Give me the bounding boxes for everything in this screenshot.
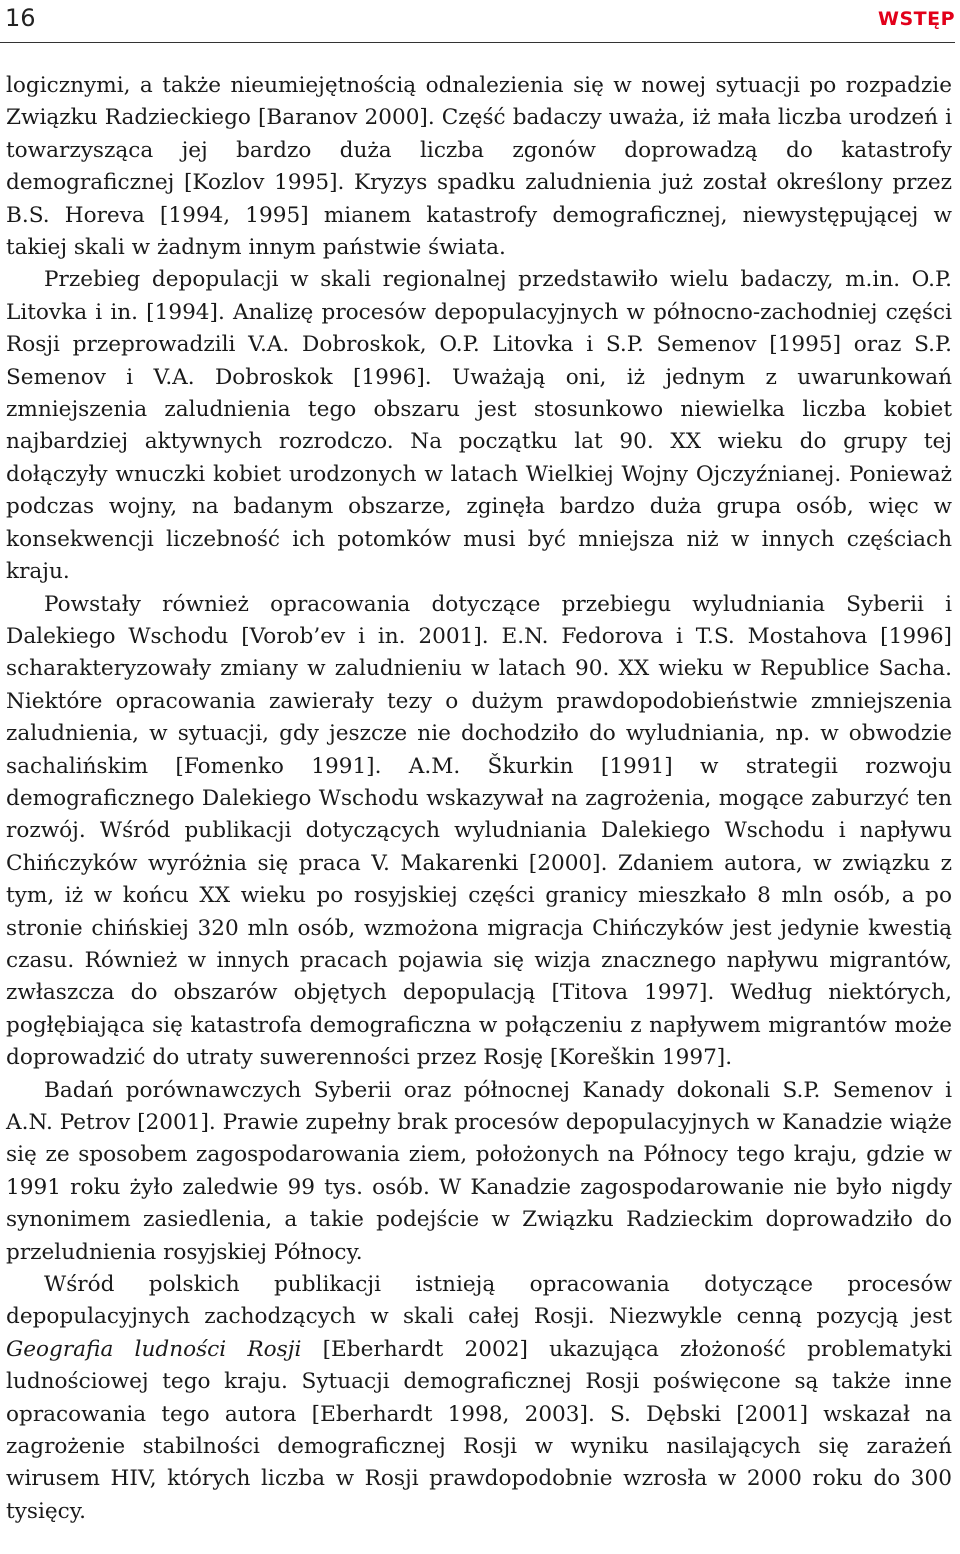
page-number: 16	[5, 4, 36, 32]
paragraph-5	[6, 1269, 952, 1528]
paragraph-4: Badań porównawczych Syberii oraz północnej Kanady dokonali S.P. Semenov i A.N. Petrov [2001]. Prawie zupełny brak procesów depopulacyjnych w Kanadzie wiąże się ze sposobem zagospodarowania ziem, położonych na Północy tego kraju, gdzie w 1991 roku żyło zaledwie 99 tys. osób. W Kanadzie zagospodarowanie nie było nigdy synonimem zasiedlenia, a takie podejście w Związku Radzieckim doprowadziło do przeludnienia rosyjskiej Północy.	[6, 1077, 952, 1265]
book-title-italic: Geografia ludności Rosji	[6, 1336, 302, 1362]
paragraph-2: Przebieg depopulacji w skali regionalnej przedstawiło wielu badaczy, m.in. O.P. Litovka i in. [1994]. Analizę procesów depopulacyjnych w północno-zachodniej części Rosji przeprowadzili V.A. Dobroskok, O.P. Litovka i S.P. Semenov [1995] oraz S.P. Semenov i V.A. Dobroskok [1996]. Uważają oni, iż jednym z uwarunkowań zmniejszenia zaludnienia tego obszaru jest stosunkowo niewielka liczba kobiet najbardziej aktywnych rozrodczo. Na początku lat 90. XX wieku do grupy tej dołączyły wnuczki kobiet urodzonych w latach Wielkiej Wojny Ojczyźnianej. Ponieważ podczas wojny, na badanym obszarze, zginęła bardzo duża grupa osób, więc w konsekwencji liczebność ich potomków musi być mniejsza niż w innych częściach kraju.	[6, 267, 952, 585]
body-text	[6, 70, 952, 1528]
section-title: WSTĘP	[877, 8, 955, 30]
paragraph-5-text-before: Wśród polskich publikacji istnieją opracowania dotyczące procesów depopulacyjnych zachodzących w skali całej Rosji. Niezwykle cenną pozycją jest	[6, 1272, 952, 1330]
page-header	[0, 0, 955, 44]
paragraph-1: logicznymi, a także nieumiejętnością odnalezienia się w nowej sytuacji po rozpadzie Związku Radzieckiego [Baranov 2000]. Część badaczy uważa, iż mała liczba urodzeń i towarzysząca jej bardzo duża liczba zgonów doprowadzą do katastrofy demograficznej [Kozlov 1995]. Kryzys spadku zaludnienia już został określony przez B.S. Horeva [1994, 1995] mianem katastrofy demograficznej, niewystępującej w takiej skali w żadnym innym państwie świata.	[6, 73, 952, 261]
paragraph-5-text-after: [Eberhardt 2002] ukazująca złożoność problematyki ludnościowej tego kraju. Sytuacji demograficznej Rosji poświęcone są także inne opracowania tego autora [Eberhardt 1998, 2003]. S. Dębski [2001] wskazał na zagrożenie stabilności demograficznej Rosji w wyniku nasilających się zarażeń wirusem HIV, których liczba w Rosji prawdopodobnie wzrosła w 2000 roku do 300 tysięcy.	[6, 1336, 952, 1524]
header-rule	[0, 42, 955, 43]
paragraph-3: Powstały również opracowania dotyczące przebiegu wyludniania Syberii i Dalekiego Wschodu [Vorob’ev i in. 2001]. E.N. Fedorova i T.S. Mostahova [1996] scharakteryzowały zmiany w zaludnieniu w latach 90. XX wieku w Republice Sacha. Niektóre opracowania zawierały tezy o dużym prawdopodobieństwie zmniejszenia zaludnienia, w sytuacji, gdy jeszcze nie dochodziło do wyludniania, np. w obwodzie sachalińskim [Fomenko 1991]. A.M. Škurkin [1991] w strategii rozwoju demograficznego Dalekiego Wschodu wskazywał na zagrożenia, mogące zaburzyć ten rozwój. Wśród publikacji dotyczących wyludniania Dalekiego Wschodu i napływu Chińczyków wyróżnia się praca V. Makarenki [2000]. Zdaniem autora, w związku z tym, iż w końcu XX wieku po rosyjskiej części granicy mieszkało 8 mln osób, a po stronie chińskiej 320 mln osób, wzmożona migracja Chińczyków jest jedynie kwestią czasu. Również w innych pracach pojawia się wizja znacznego napływu migrantów, zwłaszcza do obszarów objętych depopulacją [Titova 1997]. Według niektórych, pogłębiająca się katastrofa demograficzna w połączeniu z napływem migrantów może doprowadzić do utraty suwerenności przez Rosję [Koreškin 1997].	[6, 591, 952, 1071]
